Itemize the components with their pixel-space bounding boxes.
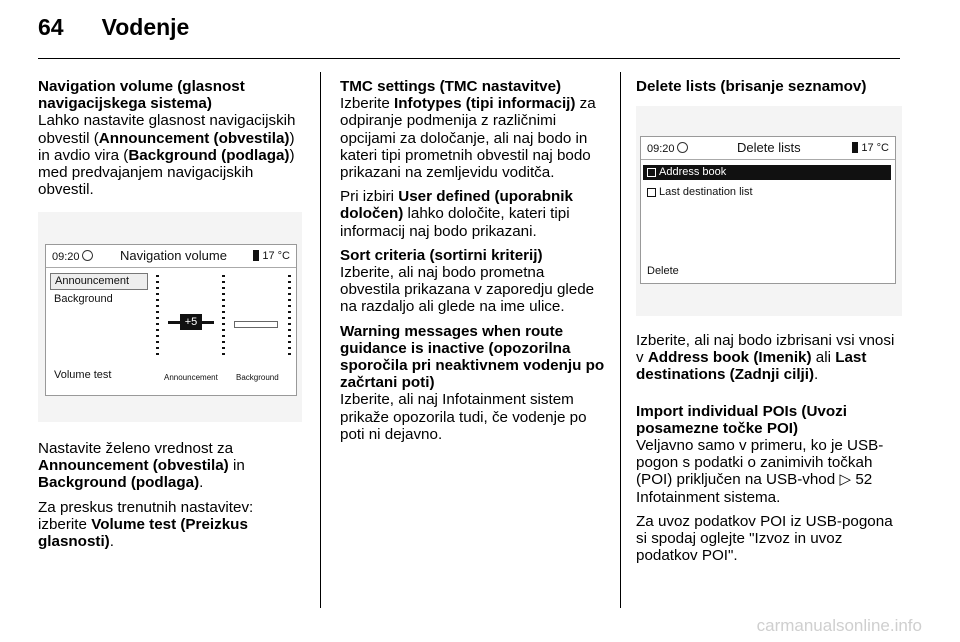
display-screen: [45, 244, 297, 396]
column-3: [636, 78, 902, 95]
navigation-volume-screenshot: [38, 212, 302, 422]
section-heading-navigation-volume: Navigation volume (glasnost navigacijskega sistema): [38, 78, 245, 113]
column-2: [340, 78, 606, 450]
paragraph: Za preskus trenutnih nastavitev: izberite Volume test (Preizkus glasnosti).: [38, 498, 254, 551]
announcement-value[interactable]: +5: [180, 314, 202, 330]
paragraph: Pri izbiri User defined (uporabnik določen) lahko določite, kateri tipi informacij naj bodo prikazani.: [340, 188, 573, 240]
section-heading-delete-lists: Delete lists (brisanje seznamov): [636, 78, 867, 95]
temperature: 17 °C: [861, 142, 889, 154]
paragraph: Izberite, ali naj bodo prometna obvestila prikazana v zaporedju glede na razdaljo ali glede na ime ulice.: [340, 264, 595, 316]
list-item-last-destinations[interactable]: Last destination list: [643, 185, 891, 200]
list-item-address-book[interactable]: Address book: [643, 165, 891, 180]
column-1: [38, 78, 306, 205]
page-number: 64: [38, 14, 64, 40]
menu-item-announcement[interactable]: Announcement: [50, 273, 148, 290]
section-heading-sort: Sort criteria (sortirni kriterij): [340, 246, 543, 264]
screen-title: Delete lists: [737, 140, 801, 155]
display-screen: [640, 136, 896, 284]
screen-titlebar: [641, 137, 895, 159]
background-scale: [288, 275, 291, 359]
screen-title: Navigation volume: [120, 248, 227, 263]
column-divider-1: [320, 72, 321, 608]
paragraph: Izberite, ali naj bodo izbrisani vsi vnosi v Address book (Imenik) ali Last destinations (Zadnji cilji).: [636, 332, 895, 384]
section-heading-warning: Warning messages when route guidance is inactive (opozorilna sporočila pri neaktivnem vodenju po začrtani poti): [340, 322, 605, 392]
paragraph: Za uvoz podatkov POI iz USB-pogona si spodaj oglejte "Izvoz in uvoz podatkov POI".: [636, 512, 893, 565]
menu-item-volume-test[interactable]: Volume test: [54, 369, 112, 381]
clock-icon: [82, 250, 93, 261]
announcement-scale-right: [222, 275, 225, 359]
menu-item-background[interactable]: Background: [54, 293, 113, 305]
checkbox-icon: [647, 188, 656, 197]
paragraph: Izberite, ali naj Infotainment sistem prikaže opozorila tudi, če vodenje po poti ni dejavno.: [340, 391, 587, 443]
paragraph: Izberite Infotypes (tipi informacij) za odpiranje podmenija z različnimi opcijami za določanje, ali naj bodo in kateri tipi prometnih obvestil naj bodo prikazani na zemljevidu voditča.: [340, 95, 596, 182]
screen-titlebar: [46, 245, 296, 267]
section-heading-import-pois: Import individual POIs (Uvozi posamezne točke POI): [636, 402, 847, 437]
label-announcement: Announcement: [164, 373, 218, 382]
paragraph: Nastavite želeno vrednost za Announcement (obvestila) in Background (podlaga).: [38, 440, 245, 492]
phone-icon: [253, 250, 259, 261]
clock-icon: [677, 142, 688, 153]
announcement-scale-left: [156, 275, 159, 359]
phone-icon: [852, 142, 858, 153]
delete-lists-screenshot: [636, 106, 902, 316]
page-header: [38, 14, 189, 41]
delete-button[interactable]: Delete: [647, 265, 679, 277]
background-slider[interactable]: [234, 321, 278, 328]
checkbox-checked-icon: [647, 168, 656, 177]
chapter-title: Vodenje: [101, 14, 190, 40]
header-rule: [38, 58, 900, 59]
clock-time: 09:20: [647, 143, 675, 155]
column-1-lower: [38, 440, 306, 557]
page-reference: 52: [855, 471, 873, 489]
section-heading-tmc: TMC settings (TMC nastavitve): [340, 78, 562, 95]
watermark: carmanualsonline.info: [756, 616, 922, 635]
paragraph: Veljavno samo v primeru, ko je USB-pogon s podatki o zanimivih točkah (POI) priključen na USB-vhod ▷ 52 Infotainment sistema.: [636, 437, 884, 506]
label-background: Background: [236, 373, 279, 382]
paragraph: Lahko nastavite glasnost navigacijskih obvestil (Announcement (obvestila)) in avdio vira (Background (podlaga)) med predvajanjem navigacijskih obvestil.: [38, 112, 296, 199]
page-reference-icon: ▷: [839, 471, 852, 489]
clock-time: 09:20: [52, 251, 80, 263]
temperature: 17 °C: [262, 250, 290, 262]
column-3-lower: [636, 332, 902, 571]
column-divider-2: [620, 72, 621, 608]
